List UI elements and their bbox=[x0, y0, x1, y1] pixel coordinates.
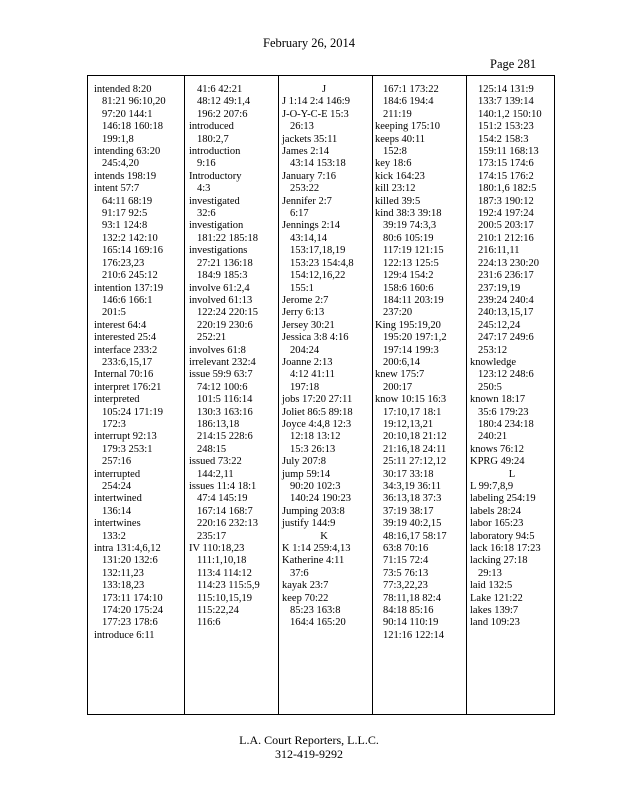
index-reference-line: 252:21 bbox=[197, 332, 227, 344]
index-entry: James 2:14 bbox=[282, 146, 329, 158]
index-reference-line: 152:8 bbox=[383, 146, 407, 158]
index-reference-line: 30:17 33:18 bbox=[383, 468, 434, 480]
index-reference-line: 39:19 40:2,15 bbox=[383, 518, 442, 530]
index-entry: January 7:16 bbox=[282, 170, 336, 182]
index-reference-line: 153:17,18,19 bbox=[290, 245, 346, 257]
index-reference-line: 181:22 185:18 bbox=[197, 232, 258, 244]
index-reference-line: 34:3,19 36:11 bbox=[383, 481, 441, 492]
index-reference-line: 248:15 bbox=[197, 443, 227, 455]
index-entry: intertwines bbox=[94, 518, 141, 530]
index-reference-line: 48:16,17 58:17 bbox=[383, 530, 447, 542]
index-reference-line: 184:6 194:4 bbox=[383, 96, 434, 108]
column-divider bbox=[184, 76, 185, 714]
index-entry: jump 59:14 bbox=[282, 468, 331, 480]
index-reference-line: 210:6 245:12 bbox=[102, 270, 158, 282]
index-reference-line: 12:18 13:12 bbox=[290, 431, 341, 443]
index-entry: Jessica 3:8 4:16 bbox=[282, 332, 349, 344]
index-reference-line: 35:6 179:23 bbox=[478, 406, 529, 418]
index-reference-line: 125:14 131:9 bbox=[478, 84, 534, 95]
column-divider bbox=[372, 76, 373, 714]
index-reference-line: 140:1,2 150:10 bbox=[478, 108, 542, 120]
index-reference-line: 122:24 220:15 bbox=[197, 307, 258, 319]
index-reference-line: 201:5 bbox=[102, 307, 126, 319]
index-reference-line: 133:2 bbox=[102, 530, 126, 542]
index-reference-line: 27:21 136:18 bbox=[197, 257, 253, 269]
index-reference-line: 176:23,23 bbox=[102, 257, 145, 269]
index-reference-line: 235:17 bbox=[197, 530, 227, 542]
index-reference-line: 115:22,24 bbox=[197, 605, 239, 617]
index-entry: Jerry 6:13 bbox=[282, 307, 325, 319]
index-entry: kill 23:12 bbox=[375, 183, 416, 195]
index-entry: knowledge bbox=[470, 356, 517, 368]
index-reference-line: 39:19 74:3,3 bbox=[383, 220, 437, 232]
index-reference-line: 64:11 68:19 bbox=[102, 195, 153, 207]
index-reference-line: 146:18 160:18 bbox=[102, 121, 163, 133]
index-entry: issue 59:9 63:7 bbox=[189, 369, 253, 381]
index-reference-line: 20:10,18 21:12 bbox=[383, 431, 447, 443]
index-reference-line: 105:24 171:19 bbox=[102, 406, 163, 418]
index-reference-line: 26:13 bbox=[290, 121, 314, 133]
index-entry: irrelevant 232:4 bbox=[189, 356, 256, 368]
index-reference-line: 90:20 102:3 bbox=[290, 481, 341, 492]
index-reference-line: 19:12,13,21 bbox=[383, 418, 434, 430]
index-reference-line: 80:6 105:19 bbox=[383, 232, 434, 244]
section-letter: J bbox=[321, 84, 327, 95]
index-entry: July 207:8 bbox=[282, 456, 327, 468]
index-entry: investigation bbox=[189, 220, 244, 232]
index-reference-line: 122:13 125:5 bbox=[383, 257, 439, 269]
index-reference-line: 41:6 42:21 bbox=[197, 84, 243, 95]
index-reference-line: 77:3,22,23 bbox=[383, 580, 428, 592]
index-reference-line: 173:11 174:10 bbox=[102, 592, 163, 604]
index-reference-line: 257:16 bbox=[102, 456, 132, 468]
index-reference-line: 233:6,15,17 bbox=[102, 356, 153, 368]
index-reference-line: 17:10,17 18:1 bbox=[383, 406, 442, 418]
index-reference-line: 116:6 bbox=[197, 617, 221, 629]
index-reference-line: 121:16 122:14 bbox=[383, 629, 444, 641]
index-reference-line: 167:14 168:7 bbox=[197, 505, 253, 517]
index-reference-line: 253:12 bbox=[478, 344, 508, 356]
index-entry: IV 110:18,23 bbox=[189, 543, 245, 555]
index-reference-line: 199:1,8 bbox=[102, 133, 134, 145]
index-reference-line: 245:12,24 bbox=[478, 319, 521, 331]
index-reference-line: 173:15 174:6 bbox=[478, 158, 534, 170]
index-reference-line: 111:1,10,18 bbox=[197, 555, 247, 567]
index-reference-line: 47:4 145:19 bbox=[197, 493, 248, 505]
index-entry: J 1:14 2:4 146:9 bbox=[282, 96, 350, 108]
index-reference-line: 184:11 203:19 bbox=[383, 294, 444, 306]
index-entry: issued 73:22 bbox=[189, 456, 242, 468]
index-reference-line: 151:2 153:23 bbox=[478, 121, 534, 133]
index-reference-line: 4:3 bbox=[197, 183, 211, 195]
index-entry: land 109:23 bbox=[470, 617, 520, 629]
index-reference-line: 97:20 144:1 bbox=[102, 108, 153, 120]
index-reference-line: 43:14,14 bbox=[290, 232, 328, 244]
index-reference-line: 132:2 142:10 bbox=[102, 232, 158, 244]
index-reference-line: 36:13,18 37:3 bbox=[383, 493, 442, 505]
index-reference-line: 167:1 173:22 bbox=[383, 84, 439, 95]
index-entry: Introductory bbox=[189, 170, 242, 182]
index-reference-line: 200:5 203:17 bbox=[478, 220, 534, 232]
index-entry: jackets 35:11 bbox=[282, 133, 338, 145]
index-entry: kayak 23:7 bbox=[282, 580, 329, 592]
index-entry: Jumping 203:8 bbox=[282, 505, 345, 517]
index-entry: interest 64:4 bbox=[94, 319, 147, 331]
index-reference-line: 204:24 bbox=[290, 344, 320, 356]
index-reference-line: 81:21 96:10,20 bbox=[102, 96, 166, 108]
index-entry: introduce 6:11 bbox=[94, 629, 155, 641]
index-column-1 bbox=[94, 84, 178, 710]
index-reference-line: 220:16 232:13 bbox=[197, 518, 258, 530]
index-reference-line: 231:6 236:17 bbox=[478, 270, 534, 282]
index-reference-line: 211:19 bbox=[383, 108, 412, 120]
index-reference-line: 250:5 bbox=[478, 381, 502, 393]
index-reference-line: 154:12,16,22 bbox=[290, 270, 346, 282]
index-reference-line: 214:15 228:6 bbox=[197, 431, 253, 443]
index-entry: keeping 175:10 bbox=[375, 121, 441, 133]
index-reference-line: 220:19 230:6 bbox=[197, 319, 253, 331]
index-column-5 bbox=[470, 84, 554, 710]
index-column-2 bbox=[189, 84, 273, 710]
index-reference-line: 254:24 bbox=[102, 481, 132, 492]
index-reference-line: 192:4 197:24 bbox=[478, 208, 534, 220]
index-reference-line: 200:6,14 bbox=[383, 356, 421, 368]
index-reference-line: 85:23 163:8 bbox=[290, 605, 341, 617]
index-entry: Katherine 4:11 bbox=[282, 555, 345, 567]
index-entry: knew 175:7 bbox=[375, 369, 425, 381]
section-letter: K bbox=[320, 530, 328, 542]
index-reference-line: 253:22 bbox=[290, 183, 320, 195]
index-entry: jobs 17:20 27:11 bbox=[282, 394, 353, 406]
index-reference-line: 224:13 230:20 bbox=[478, 257, 539, 269]
index-entry: Lake 121:22 bbox=[470, 592, 523, 604]
index-column-3 bbox=[282, 84, 366, 710]
index-entry: Jennings 2:14 bbox=[282, 220, 341, 232]
index-reference-line: 113:4 114:12 bbox=[197, 567, 252, 579]
index-entry: KPRG 49:24 bbox=[470, 456, 525, 468]
index-entry: key 18:6 bbox=[375, 158, 412, 170]
index-reference-line: 237:19,19 bbox=[478, 282, 521, 294]
index-reference-line: 184:9 185:3 bbox=[197, 270, 248, 282]
index-reference-line: 153:23 154:4,8 bbox=[290, 257, 354, 269]
index-reference-line: 129:4 154:2 bbox=[383, 270, 434, 282]
index-entry: labor 165:23 bbox=[470, 518, 524, 530]
index-reference-line: 144:2,11 bbox=[197, 468, 234, 480]
index-reference-line: 63:8 70:16 bbox=[383, 543, 429, 555]
index-reference-line: 240:21 bbox=[478, 431, 508, 443]
page-number: Page 281 bbox=[490, 57, 537, 71]
index-reference-line: 197:18 bbox=[290, 381, 320, 393]
index-entry: killed 39:5 bbox=[375, 195, 421, 207]
index-reference-line: 91:17 92:5 bbox=[102, 208, 148, 220]
index-frame bbox=[87, 75, 555, 715]
column-divider bbox=[278, 76, 279, 714]
index-entry: laboratory 94:5 bbox=[470, 530, 535, 542]
index-entry: introduction bbox=[189, 146, 241, 158]
index-entry: interested 25:4 bbox=[94, 332, 157, 344]
index-reference-line: 84:18 85:16 bbox=[383, 605, 434, 617]
index-entry: intention 137:19 bbox=[94, 282, 164, 294]
index-reference-line: 117:19 121:15 bbox=[383, 245, 444, 257]
index-reference-line: 240:13,15,17 bbox=[478, 307, 534, 319]
index-reference-line: 93:1 124:8 bbox=[102, 220, 148, 232]
index-entry: keep 70:22 bbox=[282, 592, 329, 604]
index-reference-line: 159:11 168:13 bbox=[478, 146, 539, 158]
index-reference-line: 90:14 110:19 bbox=[383, 617, 439, 629]
index-entry: K 1:14 259:4,13 bbox=[282, 543, 351, 555]
index-entry: J-O-Y-C-E 15:3 bbox=[282, 108, 349, 120]
index-reference-line: 146:6 166:1 bbox=[102, 294, 153, 306]
index-entry: Jersey 30:21 bbox=[282, 319, 335, 331]
index-reference-line: 73:5 76:13 bbox=[383, 567, 429, 579]
index-entry: involve 61:2,4 bbox=[189, 282, 250, 294]
index-reference-line: 179:3 253:1 bbox=[102, 443, 153, 455]
index-entry: investigations bbox=[189, 245, 248, 257]
index-entry: interpreted bbox=[94, 394, 140, 406]
index-entry: intertwined bbox=[94, 493, 142, 505]
index-reference-line: 197:14 199:3 bbox=[383, 344, 439, 356]
index-entry: Jerome 2:7 bbox=[282, 294, 329, 306]
index-entry: issues 11:4 18:1 bbox=[189, 481, 257, 492]
footer-phone: 312-419-9292 bbox=[275, 747, 343, 761]
index-reference-line: 48:12 49:1,4 bbox=[197, 96, 251, 108]
index-entry: known 18:17 bbox=[470, 394, 526, 406]
index-reference-line: 123:12 248:6 bbox=[478, 369, 534, 381]
index-reference-line: 114:23 115:5,9 bbox=[197, 580, 260, 592]
index-reference-line: 180:4 234:18 bbox=[478, 418, 534, 430]
index-reference-line: 174:20 175:24 bbox=[102, 605, 163, 617]
index-reference-line: 216:11,11 bbox=[478, 245, 520, 257]
index-entry: lacking 27:18 bbox=[470, 555, 528, 567]
index-reference-line: 196:2 207:6 bbox=[197, 108, 248, 120]
index-reference-line: 158:6 160:6 bbox=[383, 282, 434, 294]
index-entry: kind 38:3 39:18 bbox=[375, 208, 442, 220]
index-entry: lakes 139:7 bbox=[470, 605, 519, 617]
index-entry: King 195:19,20 bbox=[375, 319, 441, 331]
index-reference-line: 131:20 132:6 bbox=[102, 555, 158, 567]
index-entry: kick 164:23 bbox=[375, 170, 425, 182]
index-entry: intent 57:7 bbox=[94, 183, 140, 195]
footer-company: L.A. Court Reporters, L.L.C. bbox=[239, 733, 379, 747]
index-reference-line: 101:5 116:14 bbox=[197, 394, 253, 406]
index-reference-line: 180:1,6 182:5 bbox=[478, 183, 537, 195]
index-reference-line: 130:3 163:16 bbox=[197, 406, 253, 418]
index-reference-line: 200:17 bbox=[383, 381, 413, 393]
index-entry: involved 61:13 bbox=[189, 294, 253, 306]
index-reference-line: 43:14 153:18 bbox=[290, 158, 346, 170]
index-reference-line: 164:4 165:20 bbox=[290, 617, 346, 629]
index-entry: interrupt 92:13 bbox=[94, 431, 157, 443]
index-entry: L 99:7,8,9 bbox=[470, 481, 514, 492]
index-entry: lack 16:18 17:23 bbox=[470, 543, 541, 555]
index-entry: introduced bbox=[189, 121, 234, 133]
index-entry: intra 131:4,6,12 bbox=[94, 543, 161, 555]
index-entry: know 10:15 16:3 bbox=[375, 394, 447, 406]
index-reference-line: 6:17 bbox=[290, 208, 309, 220]
index-reference-line: 133:18,23 bbox=[102, 580, 145, 592]
index-entry: labeling 254:19 bbox=[470, 493, 536, 505]
index-entry: intended 8:20 bbox=[94, 84, 152, 95]
index-reference-line: 71:15 72:4 bbox=[383, 555, 429, 567]
index-reference-line: 239:24 240:4 bbox=[478, 294, 534, 306]
index-entry: interface 233:2 bbox=[94, 344, 158, 356]
index-reference-line: 115:10,15,19 bbox=[197, 592, 253, 604]
index-entry: Jennifer 2:7 bbox=[282, 195, 332, 207]
transcript-date: February 26, 2014 bbox=[263, 36, 355, 50]
index-reference-line: 195:20 197:1,2 bbox=[383, 332, 447, 344]
index-reference-line: 186:13,18 bbox=[197, 418, 240, 430]
index-reference-line: 4:12 41:11 bbox=[290, 369, 335, 381]
index-reference-line: 174:15 176:2 bbox=[478, 170, 534, 182]
index-entry: labels 28:24 bbox=[470, 505, 522, 517]
index-entry: interpret 176:21 bbox=[94, 381, 162, 393]
index-entry: keeps 40:11 bbox=[375, 133, 426, 145]
index-reference-line: 245:4,20 bbox=[102, 158, 140, 170]
section-letter: L bbox=[508, 468, 516, 480]
index-reference-line: 15:3 26:13 bbox=[290, 443, 336, 455]
index-reference-line: 37:19 38:17 bbox=[383, 505, 434, 517]
index-reference-line: 165:14 169:16 bbox=[102, 245, 163, 257]
index-column-4 bbox=[375, 84, 459, 710]
index-entry: investigated bbox=[189, 195, 240, 207]
index-entry: laid 132:5 bbox=[470, 580, 513, 592]
index-reference-line: 155:1 bbox=[290, 282, 314, 294]
index-entry: Joliet 86:5 89:18 bbox=[282, 406, 353, 418]
index-reference-line: 32:6 bbox=[197, 208, 216, 220]
index-entry: Internal 70:16 bbox=[94, 369, 154, 381]
index-reference-line: 132:11,23 bbox=[102, 567, 144, 579]
index-reference-line: 140:24 190:23 bbox=[290, 493, 351, 505]
index-reference-line: 177:23 178:6 bbox=[102, 617, 158, 629]
index-entry: Joyce 4:4,8 12:3 bbox=[282, 418, 352, 430]
index-reference-line: 21:16,18 24:11 bbox=[383, 443, 447, 455]
index-entry: involves 61:8 bbox=[189, 344, 246, 356]
index-reference-line: 133:7 139:14 bbox=[478, 96, 534, 108]
index-reference-line: 247:17 249:6 bbox=[478, 332, 534, 344]
index-entry: justify 144:9 bbox=[282, 518, 336, 530]
index-entry: intending 63:20 bbox=[94, 146, 161, 158]
index-reference-line: 9:16 bbox=[197, 158, 216, 170]
index-reference-line: 74:12 100:6 bbox=[197, 381, 248, 393]
column-divider bbox=[466, 76, 467, 714]
index-reference-line: 180:2,7 bbox=[197, 133, 229, 145]
index-entry: intends 198:19 bbox=[94, 170, 157, 182]
index-reference-line: 154:2 158:3 bbox=[478, 133, 529, 145]
index-entry: Joanne 2:13 bbox=[282, 356, 333, 368]
index-reference-line: 136:14 bbox=[102, 505, 132, 517]
index-reference-line: 210:1 212:16 bbox=[478, 232, 534, 244]
index-reference-line: 187:3 190:12 bbox=[478, 195, 534, 207]
index-reference-line: 78:11,18 82:4 bbox=[383, 592, 441, 604]
index-entry: interrupted bbox=[94, 468, 141, 480]
index-reference-line: 172:3 bbox=[102, 418, 126, 430]
index-reference-line: 29:13 bbox=[478, 567, 502, 579]
index-reference-line: 237:20 bbox=[383, 307, 413, 319]
index-reference-line: 37:6 bbox=[290, 567, 309, 579]
index-entry: knows 76:12 bbox=[470, 443, 524, 455]
index-reference-line: 25:11 27:12,12 bbox=[383, 456, 447, 468]
